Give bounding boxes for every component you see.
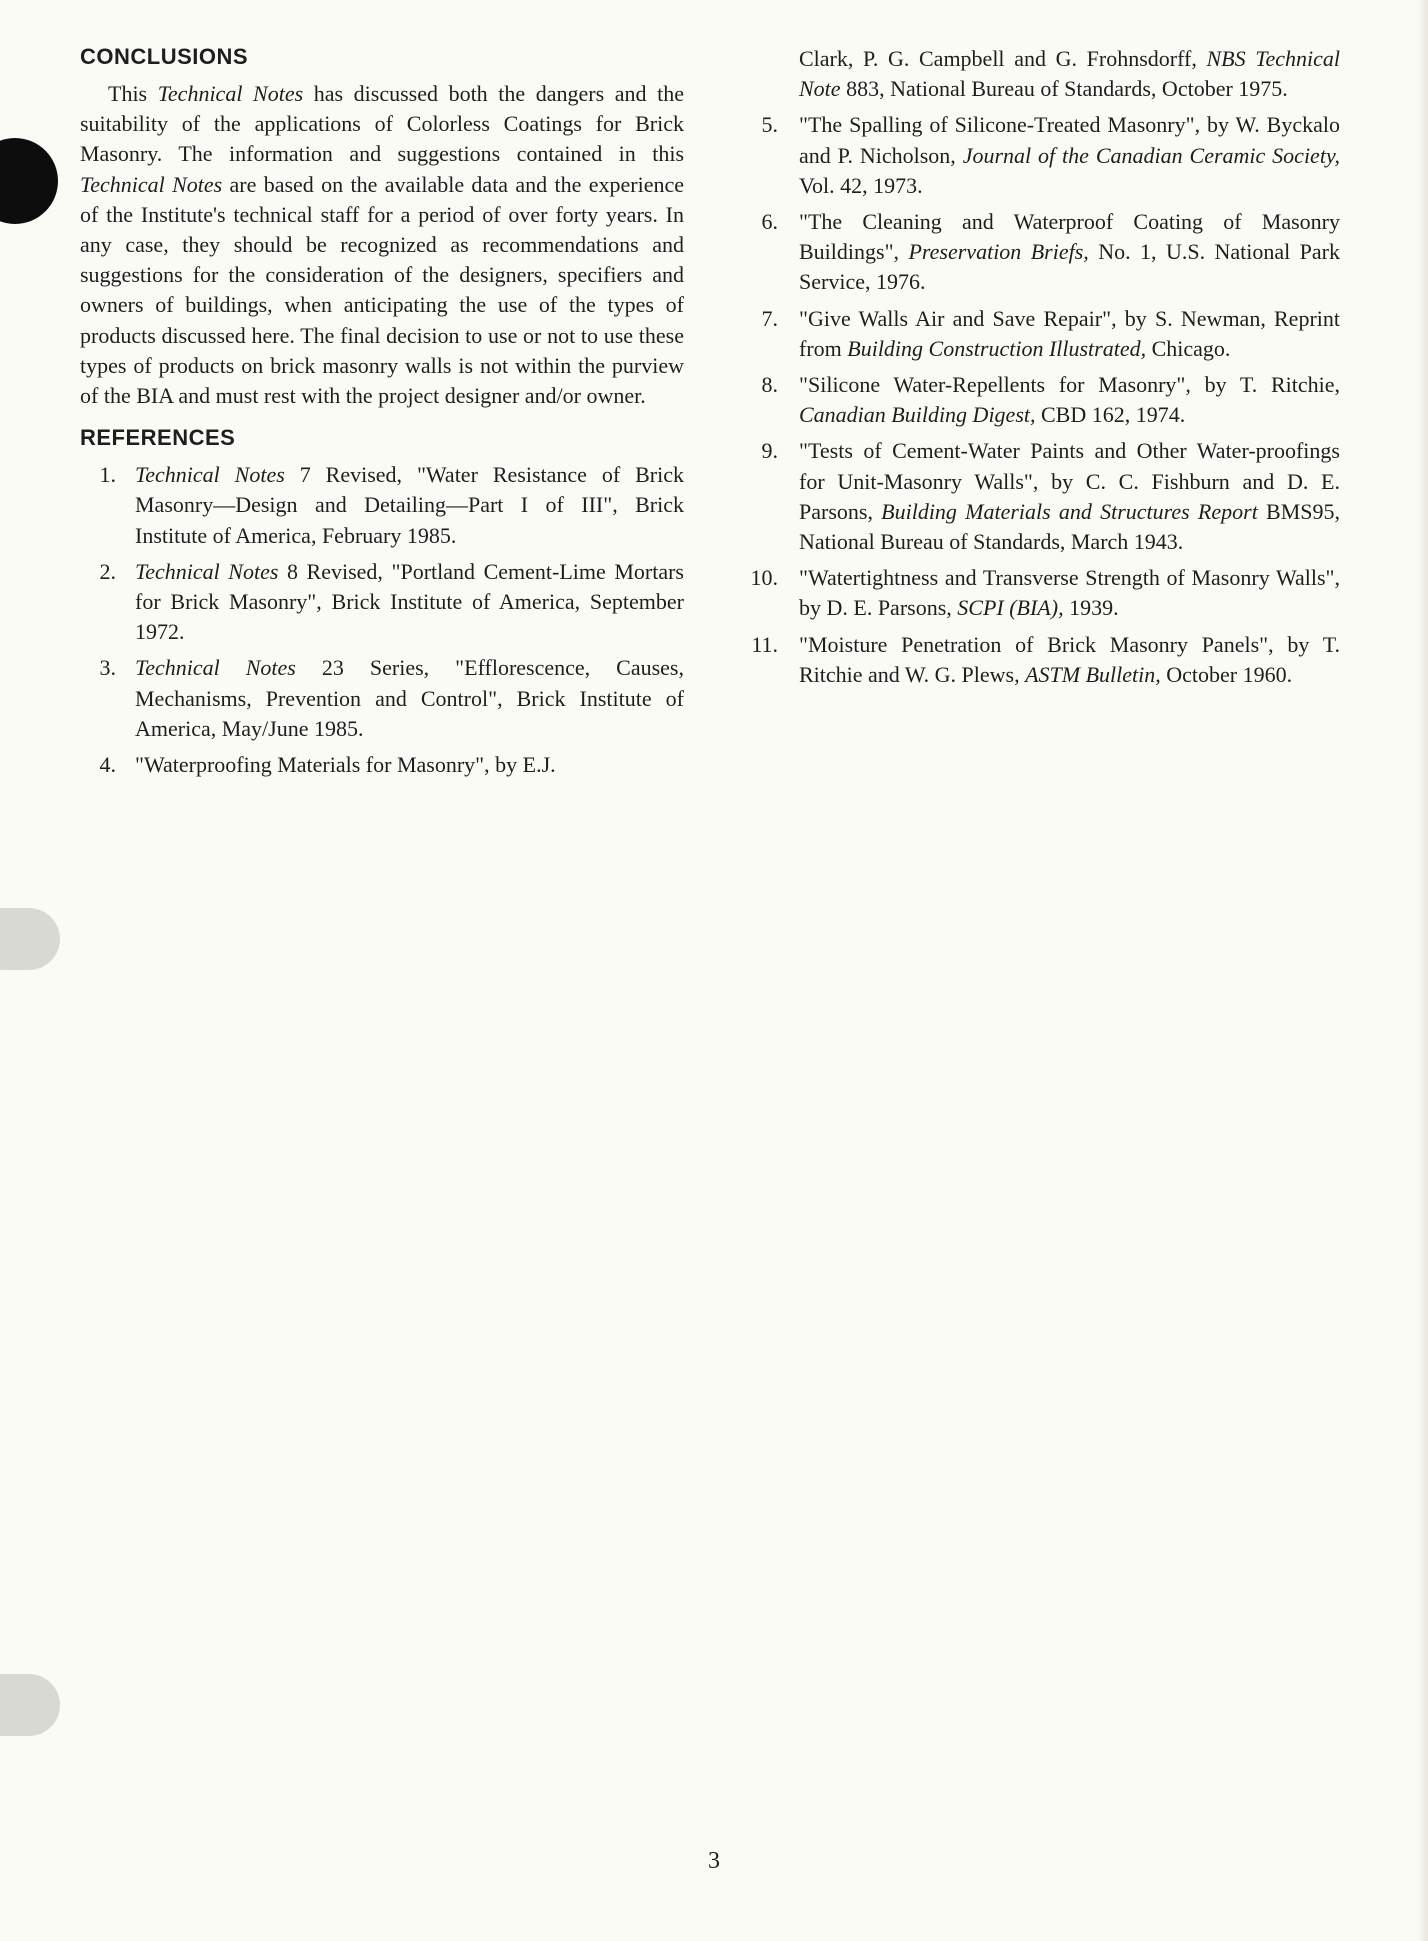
reference-number: 8. <box>761 372 778 398</box>
reference-number: 10. <box>750 565 778 591</box>
binder-hole-lower <box>0 1674 60 1736</box>
reference-item-11: 11. "Moisture Penetration of Brick Masonry Panels", by T. Ritchie and W. G. Plews, ASTM Bulletin, October 1960. <box>752 630 1340 690</box>
reference-item-4: 4. "Waterproofing Materials for Masonry", by E.J. <box>80 750 684 780</box>
reference-item-1: 1. Technical Notes 7 Revised, "Water Resistance of Brick Masonry—Design and Detailing—Part I of III", Brick Institute of America, February 1985. <box>80 460 684 551</box>
page-number: 3 <box>708 1848 720 1874</box>
reference-list-right <box>752 110 1340 690</box>
page-edge-shadow <box>1418 0 1428 1941</box>
reference-item-10: 10. "Watertightness and Transverse Strength of Masonry Walls", by D. E. Parsons, SCPI (BIA), 1939. <box>752 563 1340 623</box>
reference-number: 2. <box>99 558 116 584</box>
binder-punch-hole <box>0 138 58 224</box>
left-column <box>80 44 684 786</box>
references-heading: REFERENCES <box>80 425 236 451</box>
reference-item-3: 3. Technical Notes 23 Series, "Efflorescence, Causes, Mechanisms, Prevention and Control", Brick Institute of America, May/June 1985. <box>80 653 684 744</box>
conclusions-paragraph: This Technical Notes has discussed both the dangers and the suitability of the applications of Colorless Coatings for Brick Masonry. The information and suggestions contained in this Technical Notes are based on the available data and the experience of the Institute's technical staff for a period of over forty years. In any case, they should be recognized as recommendations and suggestions for the consideration of the designers, specifiers and owners of buildings, when anticipating the use of the types of products discussed here. The final decision to use or not to use these types of products on brick masonry walls is not within the purview of the BIA and must rest with the project designer and/or owner. <box>80 81 684 409</box>
reference-item-7: 7. "Give Walls Air and Save Repair", by S. Newman, Reprint from Building Construction Illustrated, Chicago. <box>752 304 1340 364</box>
right-column <box>752 44 1340 696</box>
reference-item-9: 9. "Tests of Cement-Water Paints and Other Water-proofings for Unit-Masonry Walls", by C. C. Fishburn and D. E. Parsons, Building Materials and Structures Report BMS95, National Bureau of Standards, March 1943. <box>752 436 1340 557</box>
reference-item-5: 5. "The Spalling of Silicone-Treated Masonry", by W. Byckalo and P. Nicholson, Journal of the Canadian Ceramic Society, Vol. 42, 1973. <box>752 110 1340 201</box>
reference-list-left <box>80 460 684 780</box>
reference-item-8: 8. "Silicone Water-Repellents for Masonry", by T. Ritchie, Canadian Building Digest, CBD 162, 1974. <box>752 370 1340 430</box>
reference-number: 9. <box>761 438 778 464</box>
reference-number: 1. <box>99 462 116 488</box>
conclusions-heading: CONCLUSIONS <box>80 44 249 69</box>
reference-number: 6. <box>761 209 778 235</box>
reference-number: 7. <box>761 305 778 331</box>
reference-number: 5. <box>761 112 778 138</box>
binder-hole-upper <box>0 908 60 970</box>
reference-number: 4. <box>99 752 116 778</box>
reference-item-4-continued: Clark, P. G. Campbell and G. Frohnsdorff, NBS Technical Note 883, National Bureau of Standards, October 1975. <box>799 46 1340 102</box>
reference-item-6: 6. "The Cleaning and Waterproof Coating of Masonry Buildings", Preservation Briefs, No. 1, U.S. National Park Service, 1976. <box>752 207 1340 298</box>
reference-number: 3. <box>99 655 116 681</box>
reference-number: 11. <box>751 631 778 657</box>
reference-item-2: 2. Technical Notes 8 Revised, "Portland Cement-Lime Mortars for Brick Masonry", Brick Institute of America, September 1972. <box>80 557 684 648</box>
